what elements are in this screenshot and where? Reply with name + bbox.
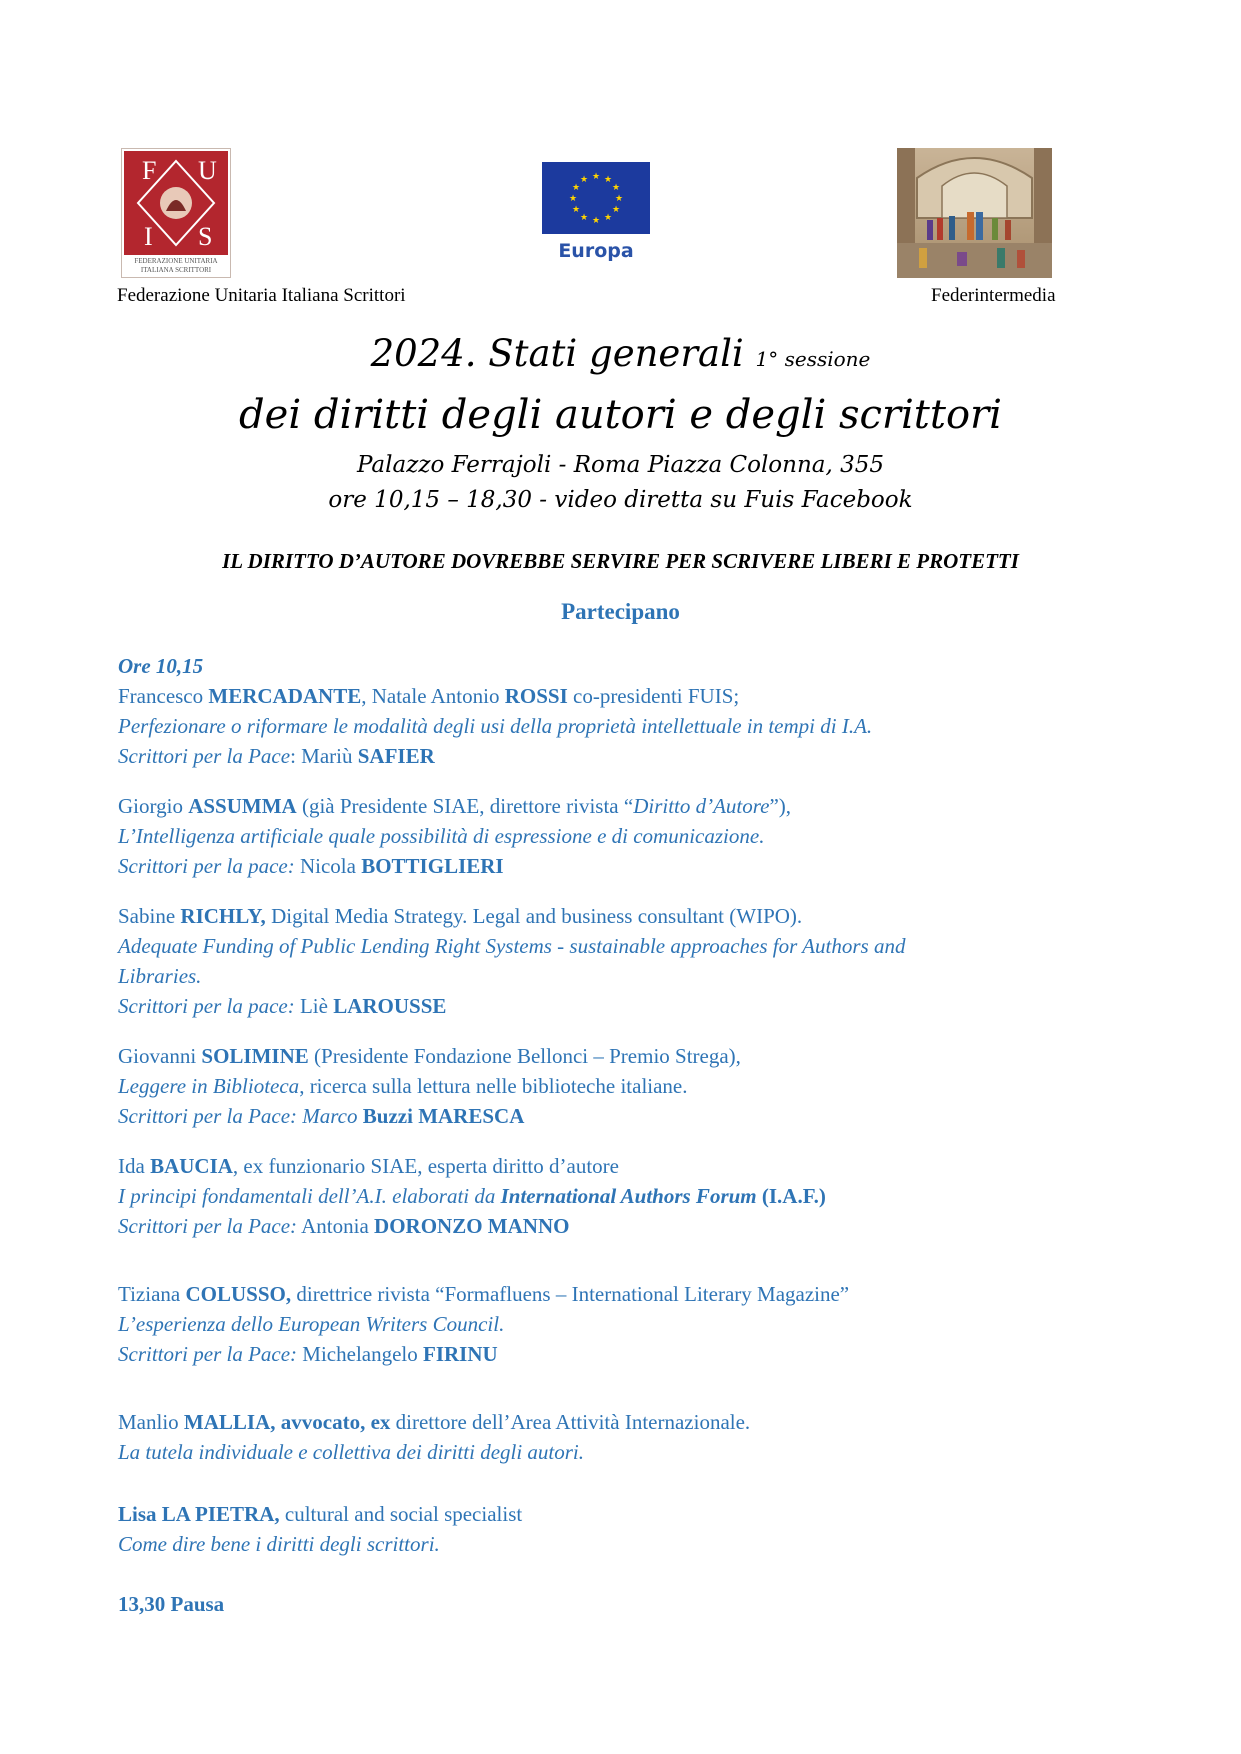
talk-topic: L’esperienza dello European Writers Council.	[118, 1312, 505, 1336]
federintermedia-caption: Federintermedia	[931, 285, 1056, 306]
event-subtitle: dei diritti degli autori e degli scrittori	[239, 392, 1002, 438]
svg-text:U: U	[198, 156, 217, 185]
svg-text:★: ★	[579, 213, 589, 223]
svg-text:★: ★	[603, 213, 613, 223]
peace-writer: Scrittori per la pace: Liè LAROUSSE	[118, 994, 447, 1018]
svg-text:★: ★	[568, 194, 578, 204]
talk-topic: La tutela individuale e collettiva dei diritti degli autori.	[118, 1440, 585, 1464]
svg-text:F: F	[142, 156, 157, 185]
session-time: Ore 10,15	[118, 654, 204, 678]
school-of-athens-image	[897, 148, 1052, 278]
talk-topic: L’Intelligenza artificiale quale possibilità di espressione e di comunicazione.	[118, 824, 765, 848]
eu-label: Europa	[558, 240, 634, 262]
svg-text:★: ★	[579, 175, 589, 185]
event-title	[0, 332, 1241, 375]
svg-text:★: ★	[614, 194, 624, 204]
participants-heading: Partecipano	[561, 599, 680, 624]
speaker-line: Lisa LA PIETRA, cultural and social specialist	[118, 1502, 523, 1526]
svg-text:ITALIANA SCRITTORI: ITALIANA SCRITTORI	[140, 266, 212, 274]
peace-writer: Scrittori per la Pace: Michelangelo FIRINU	[118, 1342, 498, 1366]
event-session: 1° sessione	[755, 347, 871, 371]
talk-topic: Leggere in Biblioteca, ricerca sulla lettura nelle biblioteche italiane.	[118, 1074, 688, 1098]
peace-writer: Scrittori per la Pace: Mariù SAFIER	[118, 744, 435, 768]
speaker-line: Tiziana COLUSSO, direttrice rivista “Formafluens – International Literary Magazine”	[118, 1282, 850, 1306]
svg-text:★: ★	[571, 205, 581, 215]
eu-flag-icon	[542, 162, 650, 234]
speaker-line: Sabine RICHLY, Digital Media Strategy. Legal and business consultant (WIPO).	[118, 904, 803, 928]
fuis-caption: Federazione Unitaria Italiana Scrittori	[117, 285, 406, 306]
svg-text:★: ★	[591, 216, 601, 226]
peace-writer: Scrittori per la Pace: Marco Buzzi MARESCA	[118, 1104, 525, 1128]
event-title-main: 2024. Stati generali	[370, 332, 744, 375]
event-time: ore 10,15 – 18,30 - video diretta su Fuis Facebook	[328, 487, 913, 513]
event-venue: Palazzo Ferrajoli - Roma Piazza Colonna, 355	[356, 452, 885, 478]
peace-writer: Scrittori per la pace: Nicola BOTTIGLIERI	[118, 854, 504, 878]
fuis-logo	[121, 148, 231, 278]
talk-topic: I principi fondamentali dell’A.I. elaborati da International Authors Forum (I.A.F.)	[118, 1184, 826, 1208]
speaker-line: Francesco MERCADANTE, Natale Antonio ROSSI co-presidenti FUIS;	[118, 684, 740, 708]
talk-topic-cont: Libraries.	[118, 964, 202, 988]
speaker-line: Giovanni SOLIMINE (Presidente Fondazione Bellonci – Premio Strega),	[118, 1044, 741, 1068]
eu-logo	[542, 162, 650, 270]
svg-text:★: ★	[611, 183, 621, 193]
svg-text:★: ★	[591, 172, 601, 182]
talk-topic: Adequate Funding of Public Lending Right Systems - sustainable approaches for Authors and	[118, 934, 906, 958]
peace-writer: Scrittori per la Pace: Antonia DORONZO MANNO	[118, 1214, 570, 1238]
pause-entry: 13,30 Pausa	[118, 1592, 225, 1616]
svg-text:S: S	[198, 222, 213, 251]
talk-topic: Perfezionare o riformare le modalità degli usi della proprietà intellettuale in tempi di I.A.	[118, 714, 873, 738]
speaker-line: Giorgio ASSUMMA (già Presidente SIAE, direttore rivista “Diritto d’Autore”),	[118, 794, 792, 818]
svg-text:I: I	[144, 222, 153, 251]
svg-text:FEDERAZIONE UNITARIA: FEDERAZIONE UNITARIA	[134, 257, 218, 265]
speaker-line: Manlio MALLIA, avvocato, ex direttore dell’Area Attività Internazionale.	[118, 1410, 751, 1434]
talk-topic: Come dire bene i diritti degli scrittori.	[118, 1532, 440, 1556]
speaker-line: Ida BAUCIA, ex funzionario SIAE, esperta diritto d’autore	[118, 1154, 619, 1178]
svg-text:★: ★	[603, 175, 613, 185]
svg-text:★: ★	[571, 183, 581, 193]
event-motto: IL DIRITTO D’AUTORE DOVREBBE SERVIRE PER SCRIVERE LIBERI E PROTETTI	[222, 549, 1019, 573]
svg-text:★: ★	[611, 205, 621, 215]
